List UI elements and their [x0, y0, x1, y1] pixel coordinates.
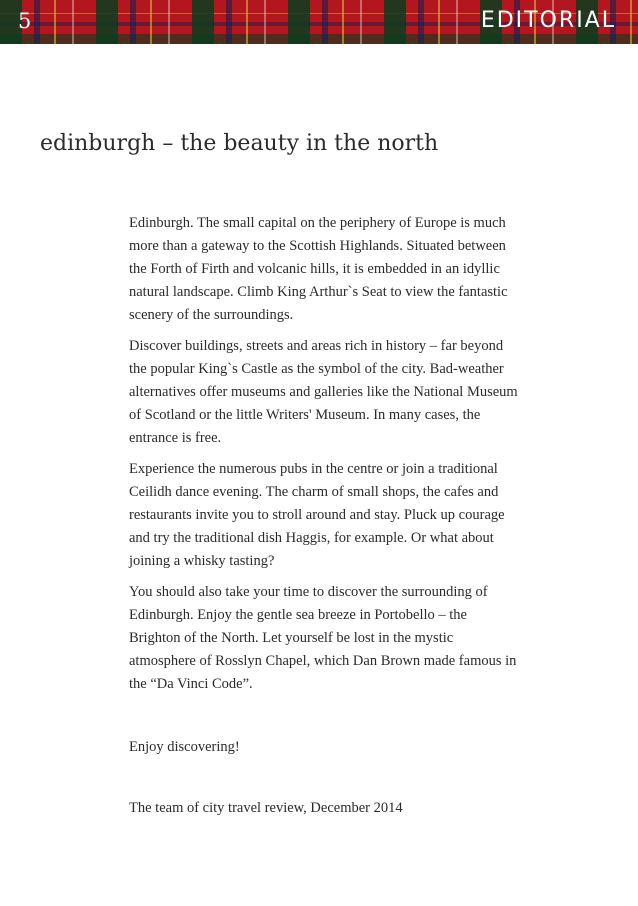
section-label: EDITORIAL	[480, 8, 616, 33]
paragraph: Experience the numerous pubs in the centre or join a traditional Ceilidh dance evening. The charm of small shops, the cafes and restaurants invite you to stroll around and stay. Pluck up courage and try the traditional dish Haggis, for example. Or what about joining a whisky tasting?	[129, 461, 505, 569]
article-title: edinburgh – the beauty in the north	[40, 131, 439, 156]
article-body	[129, 212, 519, 828]
paragraph: You should also take your time to discover the surrounding of Edinburgh. Enjoy the gentle sea breeze in Portobello – the Brighton of the North. Let yourself be lost in the mystic atmosphere of Rosslyn Chapel, which Dan Brown made famous in the “Da Vinci Code”.	[129, 584, 517, 692]
signature-line: The team of city travel review, December 2014	[129, 800, 403, 816]
paragraph: Edinburgh. The small capital on the periphery of Europe is much more than a gateway to the Scottish Highlands. Situated between the Forth of Firth and volcanic hills, it is embedded in an idyllic natural landscape. Climb King Arthur`s Seat to view the fantastic scenery of the surroundings.	[129, 215, 508, 323]
page-number: 5	[18, 9, 32, 33]
tartan-header-band	[0, 0, 638, 44]
closing-line: Enjoy discovering!	[129, 739, 240, 755]
paragraph: Discover buildings, streets and areas rich in history – far beyond the popular King`s Castle as the symbol of the city. Bad-weather alternatives offer museums and galleries like the National Museum of Scotland or the little Writers' Museum. In many cases, the entrance is free.	[129, 338, 518, 446]
